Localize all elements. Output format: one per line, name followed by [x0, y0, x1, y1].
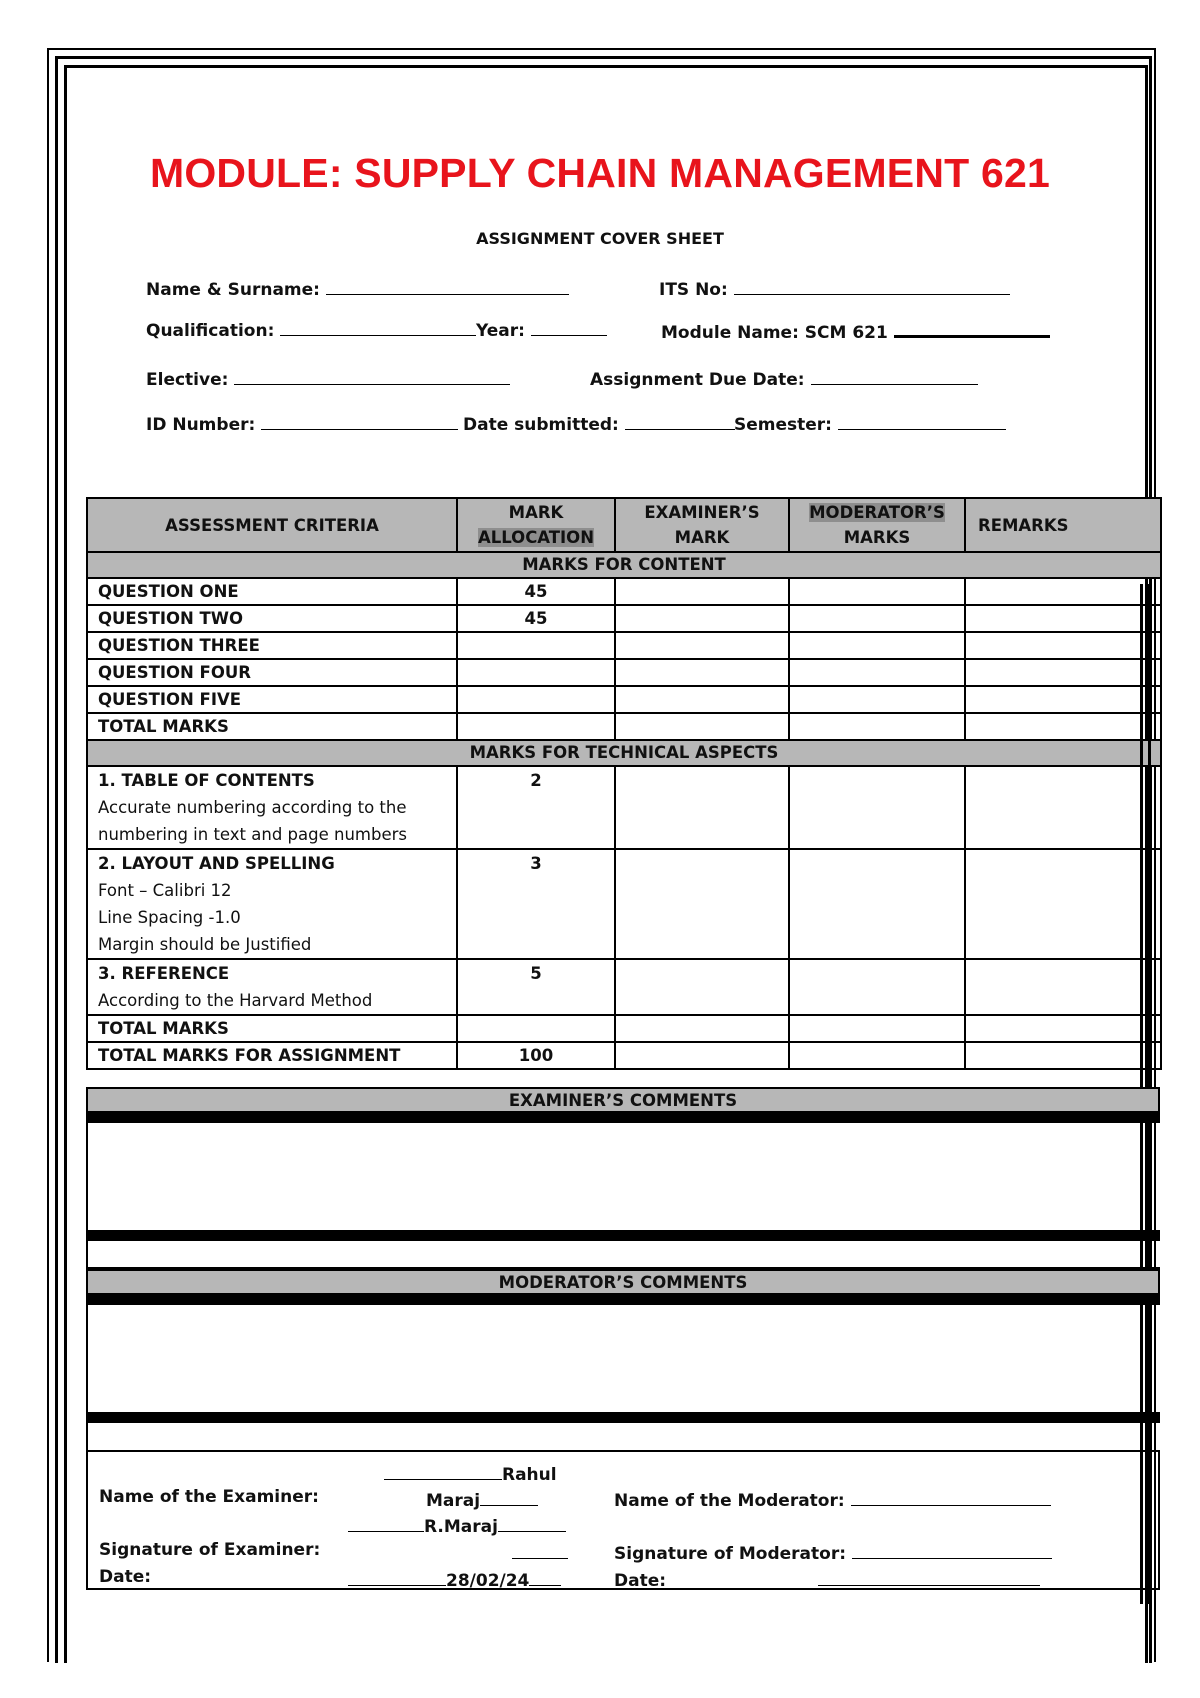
mark-allocation-header: MARK ALLOCATION [457, 498, 615, 552]
table-row: QUESTION ONE 45 [87, 578, 1161, 605]
examiner-signature-line [512, 1540, 568, 1564]
table-row: QUESTION THREE [87, 632, 1161, 659]
date-submitted-field[interactable]: Date submitted: [463, 411, 735, 435]
remarks-cell[interactable] [965, 959, 1161, 1015]
id-number-field[interactable]: ID Number: [146, 411, 458, 435]
table-row: QUESTION FOUR [87, 659, 1161, 686]
examiner-mark-header: EXAMINER’S MARK [615, 498, 789, 552]
table-row: 2. LAYOUT AND SPELLING Font – Calibri 12 Line Spacing -1.0 Margin should be Justified 3 [87, 849, 1161, 959]
divider [86, 1113, 1160, 1123]
moderator-mark-cell[interactable] [789, 1042, 965, 1069]
moderator-date-field[interactable]: Date: [614, 1567, 1040, 1591]
examiner-name-line-2: Maraj [426, 1487, 538, 1511]
spacer-row [86, 1241, 1160, 1269]
qualification-field[interactable]: Qualification: [146, 317, 476, 341]
moderator-mark-cell[interactable] [789, 686, 965, 713]
divider [86, 1295, 1160, 1305]
table-row: 1. TABLE OF CONTENTS Accurate numbering according to the numbering in text and page numbers 2 [87, 766, 1161, 849]
table-row: 3. REFERENCE According to the Harvard Method 5 [87, 959, 1161, 1015]
remarks-cell[interactable] [965, 659, 1161, 686]
remarks-cell[interactable] [965, 849, 1161, 959]
table-row: QUESTION FIVE [87, 686, 1161, 713]
technical-band: MARKS FOR TECHNICAL ASPECTS [87, 740, 1161, 766]
examiner-date-label: Date: [99, 1567, 152, 1587]
spacer-row [86, 1423, 1160, 1452]
elective-field[interactable]: Elective: [146, 366, 510, 390]
moderator-comments-band: MODERATOR’S COMMENTS [86, 1269, 1160, 1295]
divider [86, 1230, 1160, 1241]
examiner-mark-cell[interactable] [615, 578, 789, 605]
table-row: QUESTION TWO 45 [87, 605, 1161, 632]
examiner-signature-value: R.Maraj [348, 1513, 566, 1537]
table-row: TOTAL MARKS [87, 713, 1161, 740]
table-row: TOTAL MARKS [87, 1015, 1161, 1042]
examiner-name-label: Name of the Examiner: [99, 1487, 319, 1507]
remarks-cell[interactable] [965, 632, 1161, 659]
examiner-mark-cell[interactable] [615, 632, 789, 659]
examiner-mark-cell[interactable] [615, 1015, 789, 1042]
examiner-mark-cell[interactable] [615, 659, 789, 686]
its-no-field[interactable]: ITS No: [659, 276, 1010, 300]
criteria-header: ASSESSMENT CRITERIA [87, 498, 457, 552]
module-title: MODULE: SUPPLY CHAIN MANAGEMENT 621 [149, 150, 1050, 196]
table-row: TOTAL MARKS FOR ASSIGNMENT 100 [87, 1042, 1161, 1069]
examiner-mark-cell[interactable] [615, 849, 789, 959]
examiner-signature-label: Signature of Examiner: [99, 1540, 321, 1560]
moderator-mark-cell[interactable] [789, 959, 965, 1015]
divider [86, 1412, 1160, 1423]
examiner-date-value: 28/02/24 [348, 1567, 561, 1591]
remarks-cell[interactable] [965, 766, 1161, 849]
moderator-mark-cell[interactable] [789, 632, 965, 659]
examiner-mark-cell[interactable] [615, 686, 789, 713]
moderator-mark-cell[interactable] [789, 605, 965, 632]
examiner-comments-band: EXAMINER’S COMMENTS [86, 1087, 1160, 1113]
moderator-marks-header: MODERATOR’S MARKS [789, 498, 965, 552]
moderator-comments-area[interactable] [86, 1305, 1160, 1412]
year-field[interactable]: Year: [476, 317, 607, 341]
moderator-mark-cell[interactable] [789, 713, 965, 740]
assessment-table [86, 497, 1160, 1070]
examiner-mark-cell[interactable] [615, 959, 789, 1015]
examiner-mark-cell[interactable] [615, 1042, 789, 1069]
examiner-name-line-1: Rahul [384, 1461, 557, 1485]
examiner-mark-cell[interactable] [615, 766, 789, 849]
moderator-mark-cell[interactable] [789, 1015, 965, 1042]
remarks-header: REMARKS [965, 498, 1161, 552]
module-name-field[interactable]: Module Name: SCM 621 [661, 317, 1050, 343]
name-surname-field[interactable]: Name & Surname: [146, 276, 569, 300]
moderator-mark-cell[interactable] [789, 849, 965, 959]
moderator-mark-cell[interactable] [789, 659, 965, 686]
due-date-field[interactable]: Assignment Due Date: [590, 366, 978, 390]
semester-field[interactable]: Semester: [734, 411, 1006, 435]
remarks-cell[interactable] [965, 1042, 1161, 1069]
content-band: MARKS FOR CONTENT [87, 552, 1161, 578]
remarks-cell[interactable] [965, 686, 1161, 713]
examiner-mark-cell[interactable] [615, 605, 789, 632]
cover-sheet-subtitle: ASSIGNMENT COVER SHEET [476, 229, 724, 248]
moderator-signature-field[interactable]: Signature of Moderator: [614, 1540, 1052, 1564]
examiner-mark-cell[interactable] [615, 713, 789, 740]
moderator-mark-cell[interactable] [789, 578, 965, 605]
moderator-name-field[interactable]: Name of the Moderator: [614, 1487, 1051, 1511]
remarks-cell[interactable] [965, 605, 1161, 632]
remarks-cell[interactable] [965, 578, 1161, 605]
moderator-mark-cell[interactable] [789, 766, 965, 849]
remarks-cell[interactable] [965, 713, 1161, 740]
examiner-comments-area[interactable] [86, 1123, 1160, 1230]
remarks-cell[interactable] [965, 1015, 1161, 1042]
